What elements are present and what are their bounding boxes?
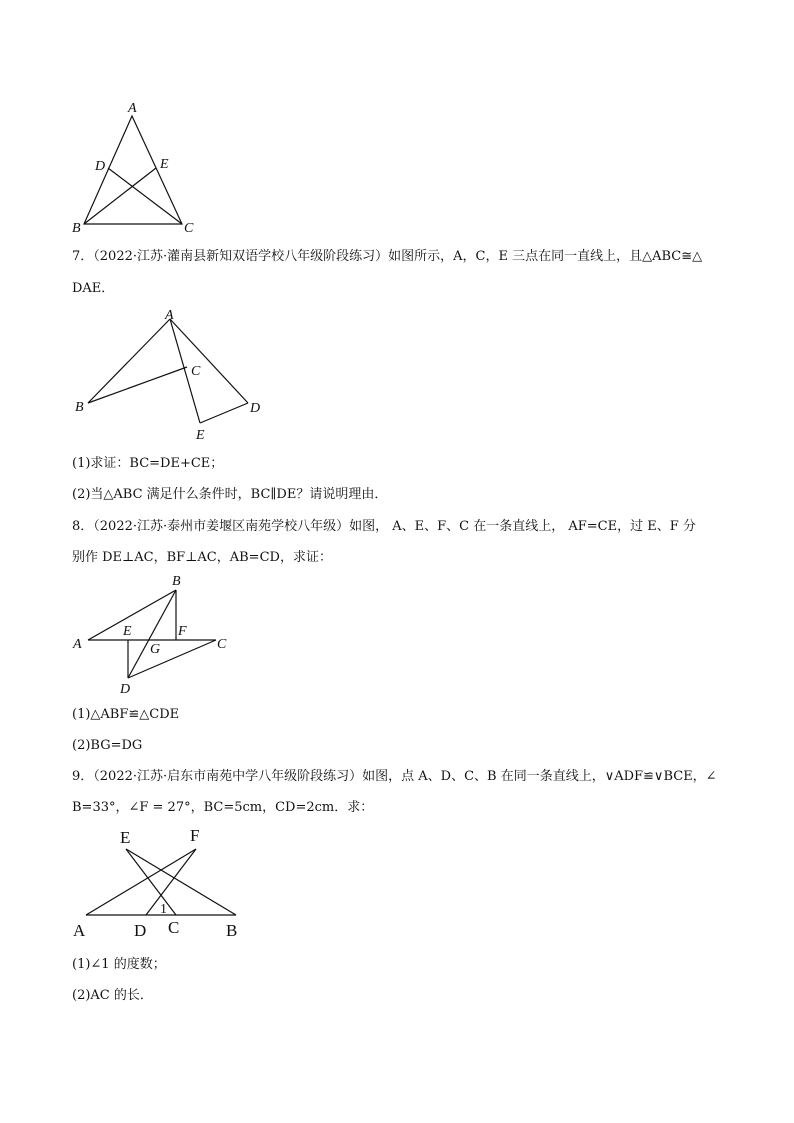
q7-part2: (2)当△ABC 满足什么条件时，BC∥DE？请说明理由． (72, 487, 388, 502)
segment-ed (200, 403, 248, 423)
q8-stem-line1: 8．（2022·江苏·泰州市姜堰区南苑学校八年级）如图， A、E、F、C 在一条直线上， AF=CE，过 E、F 分 (72, 519, 696, 534)
segment-bc (88, 367, 187, 403)
q7-stem-line2: DAE． (72, 281, 115, 296)
label-c: C (191, 364, 201, 379)
label-e: E (160, 157, 169, 172)
segment-ab (88, 319, 170, 403)
figure-triangle-abc-de (60, 98, 210, 238)
label-g: G (150, 642, 161, 657)
angle-1-label: 1 (160, 902, 167, 917)
q9-part2: (2)AC 的长． (72, 988, 153, 1003)
q9-part1: (1)∠1 的度数； (72, 957, 166, 972)
segment-df (146, 849, 196, 915)
label-e: E (123, 624, 132, 639)
label-a: A (165, 308, 174, 323)
label-d: D (250, 401, 261, 416)
label-f: F (190, 826, 200, 845)
figure-q8 (68, 572, 238, 702)
label-c: C (168, 918, 180, 937)
label-b: B (172, 574, 181, 589)
label-b: B (226, 921, 238, 940)
label-d: D (95, 159, 106, 174)
label-e: E (196, 428, 205, 443)
label-a: A (73, 921, 86, 940)
label-b: B (75, 400, 84, 415)
segment-dc (128, 640, 216, 678)
figure-q7 (70, 305, 270, 445)
label-d: D (134, 921, 147, 940)
q9-stem-line1: 9．（2022·江苏·启东市南苑中学八年级阶段练习）如图，点 A、D、C、B 在同一条直线上，∨ADF≌∨BCE，∠ (72, 769, 717, 784)
segment-eb (126, 849, 236, 915)
label-f: F (178, 624, 187, 639)
label-d: D (120, 682, 131, 697)
label-a: A (128, 101, 137, 116)
label-b: B (72, 221, 81, 236)
q7-stem-line1: 7．（2022·江苏·灌南县新知双语学校八年级阶段练习）如图所示，A，C，E 三点在同一直线上，且△ABC≅△ (72, 249, 703, 264)
q8-stem-line2: 别作 DE⊥AC，BF⊥AC，AB=CD，求证： (72, 550, 332, 565)
label-c: C (217, 637, 227, 652)
segment-ec (126, 849, 176, 915)
segment-af (86, 849, 196, 915)
q7-part1: (1)求证：BC=DE+CE； (72, 456, 224, 471)
q9-stem-line2: B=33°，∠F = 27°，BC=5cm，CD=2cm．求： (72, 800, 374, 815)
q8-part2: (2)BG=DG (72, 738, 143, 753)
q8-part1: (1)△ABF≌△CDE (72, 707, 180, 722)
label-c: C (184, 221, 194, 236)
label-e: E (120, 828, 131, 847)
label-a: A (73, 637, 82, 652)
figure-q9 (68, 825, 253, 947)
